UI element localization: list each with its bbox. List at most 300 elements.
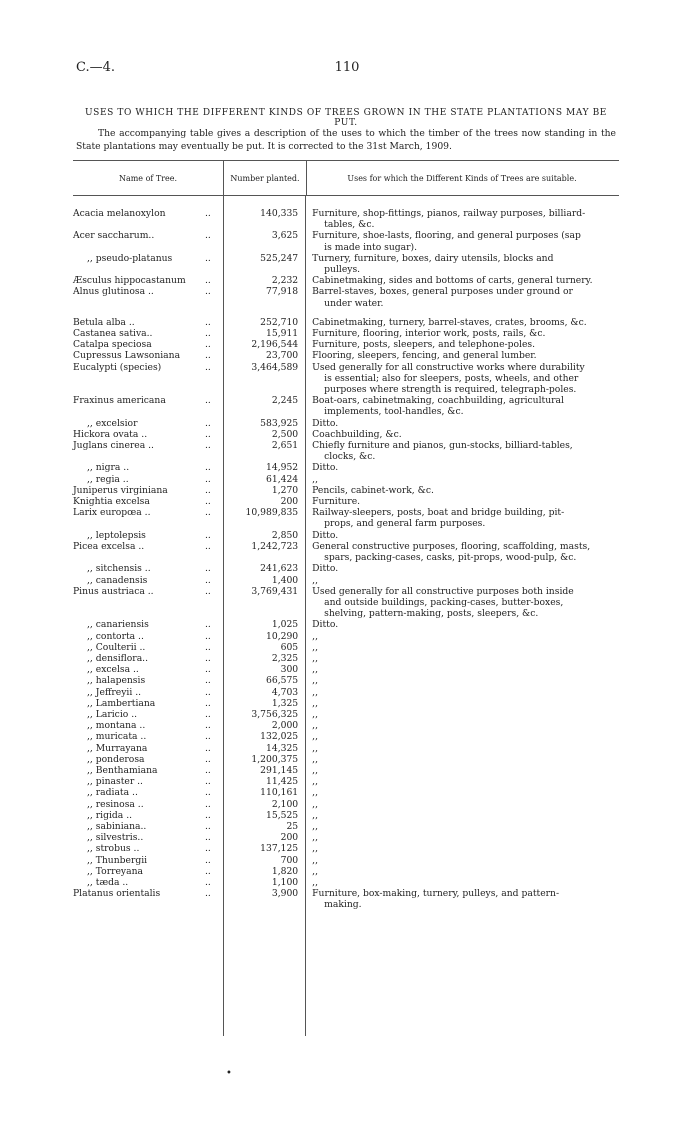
tree-name: ,, ponderosa [87,753,145,765]
tree-name: Picea excelsa .. [73,540,145,552]
uses-cell [304,474,619,485]
number-planted: 25 [286,820,299,832]
number-planted: 2,651 [271,440,299,452]
table-row [73,362,619,396]
leader-dots: .. [205,361,211,373]
tree-name: ,, excelsior [87,417,138,429]
uses-text: ,, [312,574,318,586]
tree-name: ,, excelsa .. [87,664,139,676]
uses-text: ,, [312,708,318,720]
tree-name: ,, resinosa .. [87,798,144,810]
uses-cell [304,496,619,507]
table-row [73,275,619,286]
table-row [73,653,619,664]
number-planted: 3,625 [271,230,299,242]
tree-name: ,, Thunbergii [87,854,148,866]
tree-name: ,, Jeffreyii .. [87,686,142,698]
leader-dots: .. [205,316,211,328]
tree-name: ,, Benthamiana [87,764,158,776]
uses-text: ,, [312,731,318,743]
tree-name: ,, canariensis [87,619,149,631]
uses-cell [304,429,619,440]
uses-text: ,, [312,876,318,888]
page-title: USES TO WHICH THE DIFFERENT KINDS OF TREES GROWN IN THE STATE PLANTATIONS MAY BE PUT. [85,108,607,128]
uses-text: Used generally for all constructive works where durability [312,361,585,373]
uses-cell [304,731,619,742]
uses-text-continued: pulleys. [324,264,361,276]
number-planted: 3,769,431 [251,585,299,597]
number-planted: 137,125 [260,843,299,855]
tree-name-cell [73,530,222,541]
number-planted: 14,325 [266,742,299,754]
uses-cell [304,810,619,821]
number-planted: 10,989,835 [245,507,299,519]
table-row [73,843,619,854]
leader-dots: .. [205,742,211,754]
uses-cell [304,832,619,843]
uses-cell [304,418,619,429]
uses-text: Ditto. [312,417,339,429]
uses-cell [304,631,619,642]
uses-cell [304,653,619,664]
table-row [73,440,619,462]
uses-text: Pencils, cabinet-work, &c. [312,484,434,496]
table-row [73,664,619,675]
tree-name: Fraxinus americana [73,395,166,407]
tree-name-cell [73,230,222,252]
number-planted: 2,196,544 [251,339,299,351]
uses-cell [304,720,619,731]
tree-name-cell [73,474,222,485]
uses-cell [304,888,619,910]
tree-name-cell [73,675,222,686]
tree-name-cell [73,664,222,675]
table-row [73,698,619,709]
table-row [73,810,619,821]
leader-dots: .. [205,720,211,732]
tree-name-cell [73,339,222,350]
table-row [73,496,619,507]
tree-name-cell [73,440,222,462]
leader-dots: .. [205,428,211,440]
tree-name-cell [73,575,222,586]
uses-cell [304,877,619,888]
tree-name-cell [73,810,222,821]
number-planted: 2,000 [271,720,299,732]
uses-cell [304,619,619,630]
table-row [73,675,619,686]
leader-dots: .. [205,252,211,264]
uses-text: Furniture, posts, sleepers, and telephone-poles. [312,339,536,351]
leader-dots: .. [205,820,211,832]
tree-name-cell [73,855,222,866]
tree-name-cell [73,821,222,832]
uses-text-continued: implements, tool-handles, &c. [324,406,464,418]
uses-text-continued: props, and general farm purposes. [324,518,486,530]
page-number: 110 [334,60,360,75]
uses-cell [304,530,619,541]
leader-dots: .. [205,753,211,765]
tree-name: ,, Murrayana [87,742,148,754]
uses-text: ,, [312,686,318,698]
number-planted: 110,161 [260,787,299,799]
leader-dots: .. [205,619,211,631]
leader-dots: .. [205,496,211,508]
tree-name-cell [73,765,222,776]
number-planted: 525,247 [260,252,299,264]
tree-name: ,, sitchensis .. [87,563,151,575]
table-row [73,709,619,720]
uses-cell [304,754,619,765]
leader-dots: .. [205,529,211,541]
uses-text: Furniture, shop-fittings, pianos, railway purposes, billiard- [312,208,586,219]
tree-name: Larix europœa .. [73,507,151,519]
table-row [73,720,619,731]
column-header-name: Name of Tree. [118,173,178,183]
uses-text-continued: shelving, pattern-making, posts, sleepers, &c. [324,608,539,620]
tree-name-cell [73,866,222,877]
table-row [73,530,619,541]
uses-cell [304,485,619,496]
table-row [73,821,619,832]
uses-text-continued: is made into sugar). [324,241,418,253]
table-row [73,563,619,574]
tree-name: ,, rigida .. [87,809,133,821]
leader-dots: .. [205,339,211,351]
number-planted: 583,925 [260,417,299,429]
uses-text: ,, [312,787,318,799]
uses-text-continued: spars, packing-cases, casks, pit-props, wood-pulp, &c. [324,552,577,564]
uses-text: ,, [312,854,318,866]
tree-name: Knightia excelsa [73,496,150,508]
table-row [73,855,619,866]
number-planted: 15,525 [266,809,299,821]
tree-name-cell [73,395,222,417]
tree-name: Catalpa speciosa [73,339,152,351]
uses-text: Boat-oars, cabinetmaking, coachbuilding, agricultural [312,395,564,407]
uses-cell [304,866,619,877]
uses-cell [304,709,619,720]
number-planted: 140,335 [260,208,299,219]
leader-dots: .. [205,686,211,698]
uses-text-continued: and outside buildings, packing-cases, butter-boxes, [324,596,564,608]
tree-name: Eucalypti (species) [73,361,162,373]
uses-text: Turnery, furniture, boxes, dairy utensils, blocks and [312,252,554,264]
tree-name-cell [73,418,222,429]
leader-dots: .. [205,764,211,776]
uses-cell [304,687,619,698]
table-row [73,754,619,765]
tree-name-cell [73,485,222,496]
tree-name: ,, densiflora.. [87,652,149,664]
leader-dots: .. [205,473,211,485]
number-planted: 1,400 [271,574,299,586]
tree-name-cell [73,507,222,529]
uses-text-continued: purposes where strength is required, telegraph-poles. [324,384,577,396]
uses-cell [304,440,619,462]
tree-name: Cupressus Lawsoniana [73,350,181,362]
leader-dots: .. [205,574,211,586]
tree-name-cell [73,799,222,810]
uses-text: Coachbuilding, &c. [312,428,402,440]
uses-cell [304,462,619,473]
tree-name-cell [73,720,222,731]
tree-name-cell [73,328,222,339]
uses-text: Cabinetmaking, sides and bottoms of carts, general turnery. [312,275,593,287]
tree-name-cell [73,698,222,709]
uses-text: ,, [312,641,318,653]
tree-name: ,, regia .. [87,473,129,485]
uses-text: Railway-sleepers, posts, boat and bridge building, pit- [312,507,565,519]
table-row [73,507,619,529]
table-row [73,888,619,910]
leader-dots: .. [205,776,211,788]
number-planted: 1,242,723 [251,540,299,552]
number-planted: 1,200,375 [251,753,299,765]
tree-name: ,, sabiniana.. [87,820,147,832]
leader-dots: .. [205,854,211,866]
table-row [73,485,619,496]
number-planted: 66,575 [266,675,299,687]
leader-dots: .. [205,585,211,597]
leader-dots: .. [205,230,211,242]
uses-cell [304,286,619,308]
table-header [73,160,619,196]
uses-text: ,, [312,742,318,754]
tree-name: ,, montana .. [87,720,146,732]
number-planted: 291,145 [260,764,299,776]
uses-text: Chiefly furniture and pianos, gun-stocks, billiard-tables, [312,440,573,452]
uses-cell [304,743,619,754]
page-mark: • [226,1068,232,1079]
tree-name: ,, pinaster .. [87,776,143,788]
tree-name: ,, pseudo-platanus [87,252,173,264]
tree-name: ,, muricata .. [87,731,147,743]
leader-dots: .. [205,395,211,407]
leader-dots: .. [205,652,211,664]
table-row [73,230,619,252]
table-row [73,642,619,653]
leader-dots: .. [205,350,211,362]
leader-dots: .. [205,697,211,709]
number-planted: 4,703 [271,686,299,698]
tree-name-cell [73,709,222,720]
number-planted: 241,623 [260,563,299,575]
uses-text: ,, [312,820,318,832]
tree-name-cell [73,317,222,328]
uses-text: ,, [312,697,318,709]
tree-name-cell [73,731,222,742]
uses-cell [304,317,619,328]
table-row [73,765,619,776]
column-header-uses: Uses for which the Different Kinds of Trees are suitable. [347,173,577,183]
uses-cell [304,843,619,854]
uses-text: Ditto. [312,462,339,474]
uses-cell [304,787,619,798]
number-planted: 15,911 [266,328,299,340]
uses-cell [304,541,619,563]
table-row [73,832,619,843]
leader-dots: .. [205,462,211,474]
table-row [73,253,619,275]
tree-name-cell [73,208,222,230]
tree-name: Platanus orientalis [73,888,161,900]
table-row [73,474,619,485]
number-planted: 1,325 [271,697,299,709]
table-row [73,731,619,742]
number-planted: 700 [280,854,299,866]
number-planted: 61,424 [266,473,299,485]
number-planted: 2,100 [271,798,299,810]
column-header-number: Number planted. [223,161,307,195]
uses-cell [304,275,619,286]
number-planted: 2,245 [271,395,299,407]
uses-text: ,, [312,630,318,642]
intro-paragraph [76,127,616,153]
uses-text: ,, [312,865,318,877]
table-row [73,631,619,642]
uses-text: Used generally for all constructive purposes both inside [312,585,574,597]
leader-dots: .. [205,876,211,888]
table-row [73,586,619,620]
uses-text: Ditto. [312,619,339,631]
uses-text: ,, [312,764,318,776]
tree-name: ,, leptolepsis [87,529,146,541]
leader-dots: .. [205,641,211,653]
tree-name: ,, Lambertiana [87,697,156,709]
number-planted: 23,700 [266,350,299,362]
uses-cell [304,350,619,361]
number-planted: 1,025 [271,619,299,631]
uses-text: ,, [312,753,318,765]
tree-name-cell [73,286,222,308]
tree-name: Acacia melanoxylon [73,208,166,219]
leader-dots: .. [205,787,211,799]
uses-text-continued: making. [324,899,362,911]
uses-cell [304,563,619,574]
uses-text: General constructive purposes, flooring, scaffolding, masts, [312,540,591,552]
number-planted: 11,425 [266,776,299,788]
number-planted: 605 [280,641,299,653]
leader-dots: .. [205,208,211,219]
number-planted: 77,918 [266,286,299,298]
table-row [73,743,619,754]
table-row [73,866,619,877]
leader-dots: .. [205,440,211,452]
tree-name-cell [73,787,222,798]
tree-name-cell [73,687,222,698]
leader-dots: .. [205,484,211,496]
uses-text: ,, [312,720,318,732]
number-planted: 10,290 [266,630,299,642]
leader-dots: .. [205,275,211,287]
intro-text: The accompanying table gives a description of the uses to which the timber of the trees now standing in the State plantations may eventually be put. It is corrected to the 31st March, 1909. [76,128,616,152]
tree-name-cell [73,776,222,787]
number-planted: 2,850 [271,529,299,541]
table-row [73,208,619,230]
uses-text: Barrel-staves, boxes, general purposes under ground or [312,286,573,298]
leader-dots: .. [205,328,211,340]
uses-cell [304,208,619,230]
leader-dots: .. [205,731,211,743]
leader-dots: .. [205,286,211,298]
uses-text-continued: is essential; also for sleepers, posts, wheels, and other [324,372,579,384]
uses-text: Furniture, box-making, turnery, pulleys, and pattern- [312,888,560,900]
tree-name-cell [73,877,222,888]
tree-name-cell [73,275,222,286]
uses-cell [304,642,619,653]
uses-cell [304,675,619,686]
uses-text: ,, [312,675,318,687]
uses-cell [304,821,619,832]
uses-cell [304,575,619,586]
tree-name-cell [73,619,222,630]
uses-text: ,, [312,832,318,844]
tree-name-cell [73,462,222,473]
tree-name: Æsculus hippocastanum [73,275,186,287]
leader-dots: .. [205,865,211,877]
tree-name-cell [73,496,222,507]
table-row [73,787,619,798]
table-row [73,328,619,339]
uses-cell [304,776,619,787]
uses-text: Furniture, shoe-lasts, flooring, and general purposes (sap [312,230,581,242]
number-planted: 132,025 [260,731,299,743]
tree-name: ,, halapensis [87,675,146,687]
uses-cell [304,395,619,417]
leader-dots: .. [205,832,211,844]
uses-cell [304,362,619,396]
uses-cell [304,586,619,620]
table-row [73,776,619,787]
tree-name: Juniperus virginiana [73,484,168,496]
uses-text-continued: tables, &c. [324,219,375,231]
uses-cell [304,664,619,675]
uses-cell [304,507,619,529]
leader-dots: .. [205,843,211,855]
leader-dots: .. [205,708,211,720]
tree-name: ,, Laricio .. [87,708,138,720]
uses-cell [304,698,619,709]
uses-text: Furniture. [312,496,361,508]
table-row [73,575,619,586]
tree-name: Acer saccharum.. [73,230,155,242]
page-header [76,60,618,80]
uses-text: ,, [312,809,318,821]
number-planted: 300 [280,664,299,676]
table-row [73,462,619,473]
table-row [73,286,619,308]
leader-dots: .. [205,507,211,519]
trees-table [73,160,619,911]
tree-name-cell [73,653,222,664]
tree-name: ,, radiata .. [87,787,138,799]
tree-name: Juglans cinerea .. [73,440,154,452]
uses-cell [304,253,619,275]
number-planted: 1,270 [271,484,299,496]
uses-cell [304,765,619,776]
tree-name: ,, Coulterii .. [87,641,146,653]
uses-text-continued: clocks, &c. [324,451,376,463]
tree-name: ,, canadensis [87,574,148,586]
tree-name-cell [73,754,222,765]
number-planted: 3,756,325 [251,708,299,720]
tree-name-cell [73,362,222,396]
tree-name-cell [73,843,222,854]
table-row [73,339,619,350]
number-planted: 14,952 [266,462,299,474]
uses-cell [304,339,619,350]
